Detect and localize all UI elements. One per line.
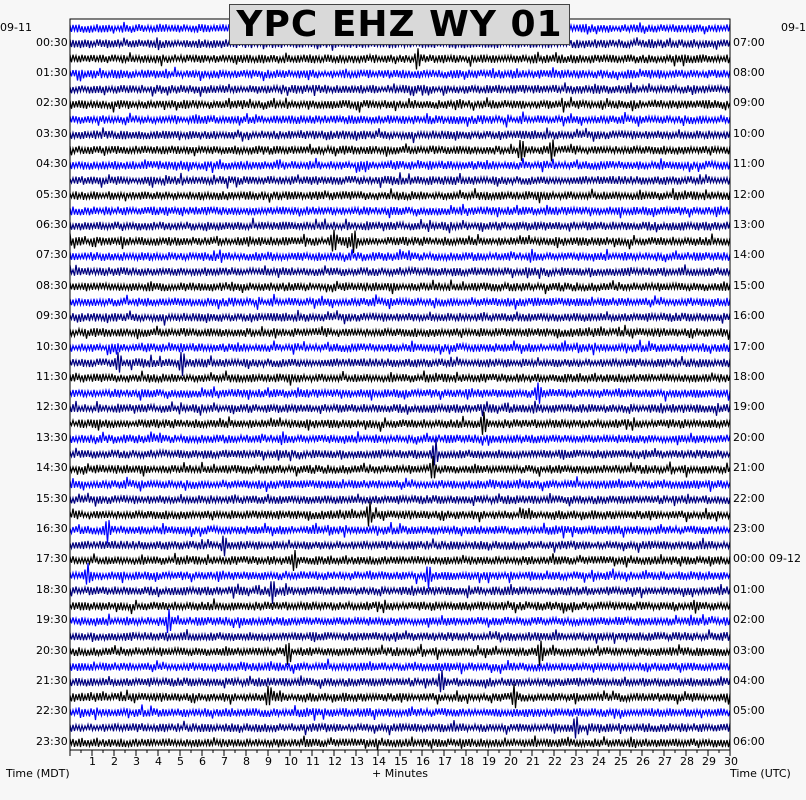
left-hour-label: 01:30: [36, 66, 68, 79]
x-tick-label: 16: [416, 755, 430, 768]
right-hour-label: 14:00: [733, 248, 765, 261]
left-hour-label: 03:30: [36, 127, 68, 140]
x-axis-label: + Minutes: [372, 767, 429, 780]
right-hour-label: 18:00: [733, 370, 765, 383]
x-tick-label: 6: [199, 755, 206, 768]
left-hour-label: 15:30: [36, 492, 68, 505]
left-hour-label: 16:30: [36, 522, 68, 535]
x-tick-label: 14: [372, 755, 386, 768]
right-hour-label: 12:00: [733, 188, 765, 201]
left-hour-label: 13:30: [36, 431, 68, 444]
left-hour-label: 06:30: [36, 218, 68, 231]
x-tick-label: 13: [350, 755, 364, 768]
x-tick-label: 7: [221, 755, 228, 768]
x-tick-label: 18: [460, 755, 474, 768]
x-tick-label: 20: [504, 755, 518, 768]
left-hour-label: 04:30: [36, 157, 68, 170]
left-hour-label: 14:30: [36, 461, 68, 474]
x-tick-label: 28: [680, 755, 694, 768]
x-tick-label: 27: [658, 755, 672, 768]
x-tick-label: 17: [438, 755, 452, 768]
left-hour-label: 12:30: [36, 400, 68, 413]
right-hour-label: 17:00: [733, 340, 765, 353]
x-tick-label: 4: [155, 755, 162, 768]
x-tick-label: 21: [526, 755, 540, 768]
x-tick-label: 3: [133, 755, 140, 768]
right-hour-label: 07:00: [733, 36, 765, 49]
left-hour-label: 07:30: [36, 248, 68, 261]
left-hour-label: 23:30: [36, 735, 68, 748]
right-hour-label: 00:00: [733, 552, 765, 565]
left-hour-label: 20:30: [36, 644, 68, 657]
right-hour-label: 13:00: [733, 218, 765, 231]
x-tick-label: 26: [636, 755, 650, 768]
left-axis-label: Time (MDT): [6, 767, 70, 780]
plot-background: [70, 19, 730, 750]
x-tick-label: 25: [614, 755, 628, 768]
right-hour-label: 19:00: [733, 400, 765, 413]
left-hour-label: 08:30: [36, 279, 68, 292]
x-tick-label: 1: [89, 755, 96, 768]
x-tick-label: 12: [328, 755, 342, 768]
right-hour-label: 23:00: [733, 522, 765, 535]
x-tick-label: 30: [724, 755, 738, 768]
right-axis-label: Time (UTC): [730, 767, 791, 780]
right-hour-label: 21:00: [733, 461, 765, 474]
right-hour-label: 22:00: [733, 492, 765, 505]
chart-title: YPC EHZ WY 01: [236, 3, 563, 45]
right-hour-label: 05:00: [733, 704, 765, 717]
x-tick-label: 22: [548, 755, 562, 768]
x-tick-label: 10: [284, 755, 298, 768]
left-hour-label: 05:30: [36, 188, 68, 201]
x-tick-label: 24: [592, 755, 606, 768]
x-tick-label: 15: [394, 755, 408, 768]
left-hour-label: 09:30: [36, 309, 68, 322]
right-hour-label: 10:00: [733, 127, 765, 140]
x-tick-label: 19: [482, 755, 496, 768]
left-hour-label: 18:30: [36, 583, 68, 596]
left-hour-label: 22:30: [36, 704, 68, 717]
left-hour-label: 17:30: [36, 552, 68, 565]
right-hour-label: 20:00: [733, 431, 765, 444]
chart-title-box: [229, 4, 570, 45]
start-date-right: 09-1: [781, 21, 806, 34]
x-tick-label: 5: [177, 755, 184, 768]
right-hour-label: 11:00: [733, 157, 765, 170]
x-tick-label: 8: [243, 755, 250, 768]
start-date-left: 09-11: [0, 21, 32, 34]
right-hour-label: 02:00: [733, 613, 765, 626]
left-hour-label: 19:30: [36, 613, 68, 626]
x-tick-label: 11: [306, 755, 320, 768]
left-hour-label: 10:30: [36, 340, 68, 353]
left-hour-label: 00:30: [36, 36, 68, 49]
right-hour-label: 15:00: [733, 279, 765, 292]
x-tick-label: 29: [702, 755, 716, 768]
left-hour-label: 21:30: [36, 674, 68, 687]
left-hour-label: 11:30: [36, 370, 68, 383]
date-change-right: 09-12: [769, 552, 801, 565]
right-hour-label: 04:00: [733, 674, 765, 687]
x-tick-label: 2: [111, 755, 118, 768]
right-hour-label: 16:00: [733, 309, 765, 322]
right-hour-label: 08:00: [733, 66, 765, 79]
left-hour-label: 02:30: [36, 96, 68, 109]
x-tick-label: 9: [265, 755, 272, 768]
right-hour-label: 09:00: [733, 96, 765, 109]
x-tick-label: 23: [570, 755, 584, 768]
right-hour-label: 06:00: [733, 735, 765, 748]
right-hour-label: 03:00: [733, 644, 765, 657]
right-hour-label: 01:00: [733, 583, 765, 596]
